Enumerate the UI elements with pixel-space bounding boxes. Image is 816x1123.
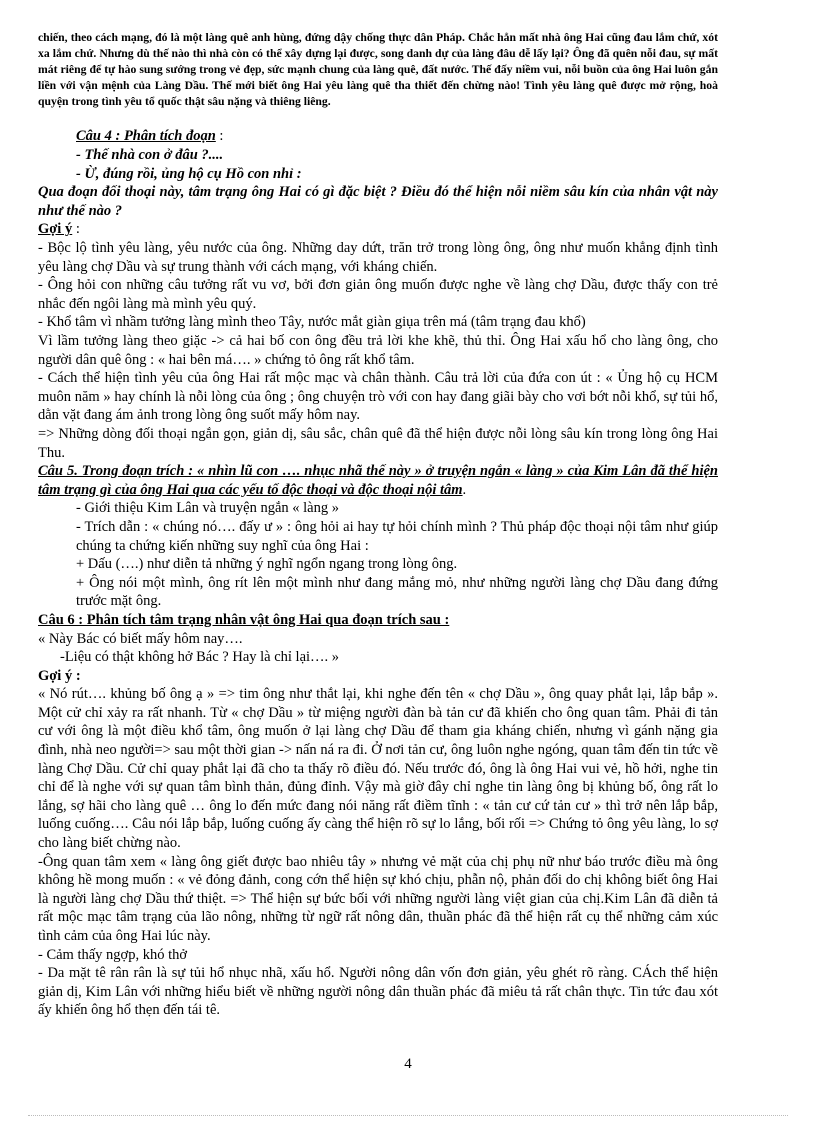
- question-4-paragraph-1: - Bộc lộ tình yêu làng, yêu nước của ông. Những day dứt, trăn trở trong lòng ông, ông như muốn khẳng định tình yêu làng chợ Dầu và sự trung thành với cách mạng, với kháng chiến.: [38, 240, 718, 275]
- question-6-paragraph-3: - Cảm thấy ngợp, khó thở: [38, 946, 188, 963]
- question-4-paragraph-4: Vì lầm tưởng làng theo giặc -> cả hai bố con ông đều trả lời khe khẽ, thủ thỉ. Ông Hai xấu hổ cho làng ông, cho người dân quê ông : « hai bên má…. » chứng tỏ ông rất khổ tâm.: [38, 333, 718, 368]
- intro-paragraph: chiến, theo cách mạng, đó là một làng quê anh hùng, đứng dậy chống thực dân Pháp. Chắc hẳn mất nhà ông Hai cũng đau lắm chứ, xót xa lắm chứ. Nhưng dù thế nào thì nhà còn có thể xây dựng lại được, song danh dự của làng đâu dễ lấy lại? Ông đã quên nỗi đau, sự mất mát riêng để tự hào sung sướng trong vẻ đẹp, sức mạnh chung của làng quê, đất nước. Thế đấy niềm vui, nỗi buồn của ông Hai luôn gắn liền với vận mệnh của Làng Dầu. Thế mới biết ông Hai yêu làng quê tha thiết đến chừng nào! Tình yêu làng quê được mở rộng, hoà quyện trong tình yêu tổ quốc thật sâu nặng và thiêng liêng.: [38, 31, 718, 109]
- question-4-paragraph-2: - Ông hỏi con những câu tưởng rất vu vơ, bởi đơn giản ông muốn được nghe về làng chợ Dầu, được thấy con trẻ nhắc đến ngôi làng mà mình yêu quý.: [38, 277, 718, 312]
- page-bottom-divider: [28, 1115, 788, 1116]
- question-5-section: [38, 462, 718, 611]
- question-6-hint-label: Gợi ý :: [38, 667, 81, 684]
- question-4-heading: Câu 4 : Phân tích đoạn :: [76, 128, 224, 145]
- question-6-quote-line-1: « Này Bác có biết mấy hôm nay….: [38, 630, 243, 647]
- question-6-quote-line-2: -Liệu có thật không hở Bác ? Hay là chỉ lại…. »: [60, 649, 340, 666]
- question-6-heading: Câu 6 : Phân tích tâm trạng nhân vật ông Hai qua đoạn trích sau :: [38, 611, 450, 628]
- document-page: [38, 30, 718, 1020]
- question-6-paragraph-2: -Ông quan tâm xem « làng ông giết được bao nhiêu tây » nhưng vẻ mặt của chị phụ nữ như báo trước điều mà ông không hề mong muốn : « vẻ đỏng đảnh, cong cớn thể hiện sự khó chịu, phẫn nộ, phản đối do chị không biết ông Hai là người làng chợ Dầu thứ thiệt. => Thể hiện sự bức bối với những người làng việt gian của chị.Kim Lân đã diễn tả rất mộc mạc tâm trạng của lão nông, những từ ngữ rất nông dân, thuần phác đã thể hiện rất cụ thể những cảm xúc tình cảm của ông Hai lúc này.: [38, 853, 718, 944]
- question-4-quote-line-2: - Ừ, đúng rồi, ủng hộ cụ Hồ con nhỉ :: [76, 165, 302, 182]
- question-4-section: [38, 127, 718, 462]
- page-number: 4: [404, 1056, 412, 1072]
- question-5-paragraph-2: - Trích dẫn : « chúng nó…. đấy ư » : ông hỏi ai hay tự hỏi chính mình ? Thủ pháp độc thoại nội tâm như giúp chúng ta chứng kiến những suy nghĩ của ông Hai :: [76, 518, 718, 554]
- question-4-quote-line-1: - Thế nhà con ở đâu ?....: [76, 147, 224, 164]
- question-4-prompt: Qua đoạn đối thoại này, tâm trạng ông Hai có gì đặc biệt ? Điều đó thể hiện nỗi niềm sâu kín của nhân vật này như thế nào ?: [38, 184, 718, 219]
- question-6-paragraph-4: - Da mặt tê rân rân là sự tủi hổ nhục nhã, xấu hổ. Người nông dân vốn đơn giản, yêu ghét rõ ràng. CÁch thể hiện giản dị, Kim Lân với những hiểu biết về những người nông dân thuần phác đã miêu tả rất chân thực. Tin tức đau xót ấy khiến ông hổ thẹn đến tái tê.: [38, 965, 718, 1019]
- question-5-paragraph-4: + Ông nói một mình, ông rít lên một mình như đang mắng mỏ, như những người làng chợ Dầu đang đứng trước mặt ông.: [76, 574, 718, 610]
- question-4-paragraph-5: - Cách thể hiện tình yêu của ông Hai rất mộc mạc và chân thành. Câu trả lời của đứa con út : « Ủng hộ cụ HCM muôn năm » hay chính là nỗi lòng của ông ; ông chuyện trò với con hay đang giãi bày cho vơi bớt nỗi khổ, sự tủi hổ, dằn vặt đang ám ảnh trong lòng ông suốt mấy hôm nay.: [38, 370, 718, 424]
- question-6-section: [38, 611, 718, 1020]
- question-4-paragraph-6: => Những dòng đối thoại ngắn gọn, giản dị, sâu sắc, chân quê đã thể hiện được nỗi lòng sâu kín trong lòng ông Hai Thu.: [38, 425, 718, 461]
- question-4-paragraph-3: - Khổ tâm vì nhầm tưởng làng mình theo Tây, nước mắt giàn giụa trên má (tâm trạng đau khổ): [38, 314, 586, 331]
- question-4-hint-label: Gợi ý :: [38, 221, 80, 238]
- question-6-paragraph-1: « Nó rút…. khủng bố ông ạ » => tim ông như thắt lại, khi nghe đến tên « chợ Dầu », ông quay phắt lại, lắp bắp ». Một cử chỉ xảy ra rất nhanh. Từ « chợ Dầu » từ miệng người đàn bà tản cư đã khiến cho ông quan tâm. Phải đi tản cư với ông là một điều khổ tâm, ông muốn ở lại làng chợ Dầu để tham gia kháng chiến, nhưng vì gánh nặng gia đình, nhà neo người=> sau một thời gian -> nấn ná ra đi. Ở nơi tản cư, ông luôn nghe ngóng, quan tâm đến tin tức về làng Chợ Dầu. Cử chỉ quay phắt lại đã cho ta thấy rõ điều đó. Nếu trước đó, ông là ông Hai vui vẻ, hồ hởi, nghe tin chỉ để là nghe với sự quan tâm bình thản, đủng đỉnh. Vậy mà giờ đây chỉ nghe tin làng ông bị khủng bố, ông rất lo lắng, sợ hãi cho làng quê … ông lo đến mức đang nói năng rất điềm tĩnh : « tản cư cứ tản cư » thì trở nên lắp bắp, luống cuống…. Câu nói lắp bắp, luống cuống ấy càng thể hiện rõ sự lo lắng, bối rối => Chứng tỏ ông yêu làng, lo sợ cho làng biết chừng nào.: [38, 686, 718, 852]
- question-5-paragraph-1: - Giới thiệu Kim Lân và truyện ngắn « làng »: [76, 500, 339, 517]
- question-5-paragraph-3: + Dấu (….) như diễn tả những ý nghĩ ngổn ngang trong lòng ông.: [76, 556, 458, 573]
- question-5-heading: Câu 5. Trong đoạn trích : « nhìn lũ con …. nhục nhã thế này » ở truyện ngắn « làng » của Kim Lân đã thể hiện tâm trạng gì của ông Hai qua các yếu tố độc thoại và độc thoại nội tâm.: [38, 463, 718, 498]
